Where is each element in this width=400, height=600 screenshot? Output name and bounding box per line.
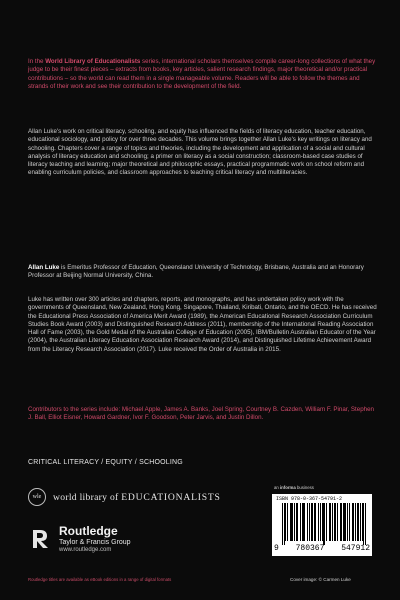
barcode-bar xyxy=(282,503,283,545)
barcode-bar xyxy=(303,503,304,541)
barcode-bar xyxy=(357,503,358,541)
author-name: Allan Luke xyxy=(28,264,60,271)
subject-categories: CRITICAL LITERACY / EQUITY / SCHOOLING xyxy=(28,459,183,466)
barcode-bar xyxy=(314,503,315,541)
isbn-digit-group: 9 xyxy=(274,544,279,553)
barcode-bar xyxy=(363,503,364,545)
author-bio xyxy=(28,264,378,281)
publisher-name: Routledge xyxy=(59,524,118,538)
isbn-digit-group: 780367 xyxy=(295,544,325,553)
informa-brand: informa xyxy=(279,485,296,490)
wle-logo-icon: wle xyxy=(28,488,46,506)
barcode-bar xyxy=(302,503,303,541)
barcode-bar xyxy=(300,503,301,541)
series-intro-prefix: In the xyxy=(28,58,46,65)
barcode-bar xyxy=(311,503,312,541)
barcode-bar xyxy=(297,503,298,541)
barcode-bar xyxy=(307,503,308,541)
barcode-bar xyxy=(312,503,313,541)
isbn-barcode xyxy=(272,494,372,556)
routledge-r-icon xyxy=(28,527,52,551)
barcode-bar xyxy=(365,503,366,545)
author-record: Luke has written over 300 articles and chapters, reports, and monographs, and has undertaken policy work with the governments of Queensland, New Zealand, Hong Kong, Singapore, Thailand, Kiribati, Ontario, and the OECD. He has received the Educational Press Association of America Merit Award (1989), the American Educational Research Association Curriculum Studies Book Award (2003) and Distinguished Research Address (2011), membership of the International Reading Association Hall of Fame (2003), the Gold Medal of the Australian College of Education (2005), IBM/Bulletin Australian Educator of the Year (2004), the Australian Literacy Education Association Research Award (2014), and Distinguished Lifetime Achievement Award from the Literacy Research Association (2017). Luke received the Order of Australia in 2015. xyxy=(28,296,377,353)
barcode-bar xyxy=(334,503,335,541)
barcode-bar xyxy=(345,503,346,541)
barcode-area xyxy=(272,485,372,556)
barcode-bar xyxy=(318,503,319,541)
barcode-bar xyxy=(362,503,363,541)
barcode-bar xyxy=(320,503,321,541)
informa-tag: an informa business xyxy=(274,485,314,490)
book-description: Allan Luke's work on critical literacy, schooling, and equity has influenced the fields of literacy education, teacher education, educational sociology, and policy for over three decades. This volume brings together Allan Luke's key writings on literacy and schooling. Chapters cover a range of topics and theories, including the development and application of a social and cultural analysis of literacy education and schooling; a primer on literacy as a social construction; classroom-based case studies of literacy teaching and learning; major theoretical and philosophic essays, practical programmatic work on school reform and enabling curriculum policies, and classroom approaches to teaching critical literacy and multiliteracies. xyxy=(28,128,372,177)
series-name-lower: world library of xyxy=(53,491,122,503)
barcode-bar xyxy=(337,503,338,541)
barcode-bar xyxy=(309,503,310,541)
series-logo-name xyxy=(53,492,221,503)
barcode-bar xyxy=(341,503,342,541)
barcode-bar xyxy=(352,503,353,541)
barcode-bar xyxy=(304,503,305,541)
series-name-highlight: World Library of Educationalists xyxy=(45,58,141,65)
series-intro xyxy=(28,58,378,91)
barcode-bar xyxy=(290,503,291,541)
barcode-bar xyxy=(292,503,293,541)
barcode-bar xyxy=(353,503,354,541)
barcode-bar xyxy=(324,503,325,545)
barcode-bar xyxy=(284,503,285,545)
author-bio-text: is Emeritus Professor of Education, Queensland University of Technology, Brisbane, Australia and an Honorary Professor at Beijing Normal University, China. xyxy=(28,264,364,280)
barcode-bar xyxy=(349,503,350,541)
series-intro-text: series, international scholars themselves compile career-long collections of what they judge to be their finest pieces – extracts from books, key articles, salient research findings, major theoretical and/or practical contributions – so the world can read them in a single manageable volume. Readers will be able to follow the themes and strands of their work and see their contribution to the development of the field. xyxy=(28,58,376,90)
barcode-bars xyxy=(282,503,366,545)
barcode-bar xyxy=(360,503,361,541)
barcode-bar xyxy=(335,503,336,541)
publisher-logo xyxy=(28,524,131,553)
barcode-bar xyxy=(329,503,330,541)
barcode-bar xyxy=(343,503,344,541)
barcode-bar xyxy=(296,503,297,541)
publisher-url[interactable]: www.routledge.com xyxy=(59,547,112,553)
barcode-bar xyxy=(355,503,356,541)
isbn-digits xyxy=(274,544,370,553)
isbn-digit-group: 547912 xyxy=(341,544,370,553)
barcode-bar xyxy=(315,503,316,541)
barcode-bar xyxy=(323,503,324,545)
barcode-bar xyxy=(344,503,345,541)
ebook-note: Routledge titles are available as eBook editions in a range of digital formats xyxy=(28,577,172,582)
publisher-group: Taylor & Francis Group xyxy=(59,539,131,546)
contributors: Contributors to the series include: Michael Apple, James A. Banks, Joel Spring, Courtney B. Cazden, William F. Pinar, Stephen J. Ball, Elliot Eisner, Howard Gardner, Ivor F. Goodson, Peter Jarvis, and Justin Dillon. xyxy=(28,406,374,422)
barcode-bar xyxy=(332,503,333,541)
isbn-label: ISBN 978-0-367-54791-2 xyxy=(276,496,343,502)
barcode-bar xyxy=(358,503,359,541)
barcode-bar xyxy=(347,503,348,541)
barcode-bar xyxy=(287,503,288,541)
barcode-bar xyxy=(285,503,286,541)
series-logo xyxy=(28,488,221,506)
barcode-bar xyxy=(322,503,323,541)
cover-image-credit: Cover image: © Carmen Luke xyxy=(290,577,351,582)
barcode-bar xyxy=(291,503,292,541)
series-name-caps: EDUCATIONALISTS xyxy=(121,491,221,503)
barcode-bar xyxy=(330,503,331,541)
barcode-bar xyxy=(340,503,341,541)
barcode-bar xyxy=(326,503,327,541)
barcode-bar xyxy=(294,503,295,541)
